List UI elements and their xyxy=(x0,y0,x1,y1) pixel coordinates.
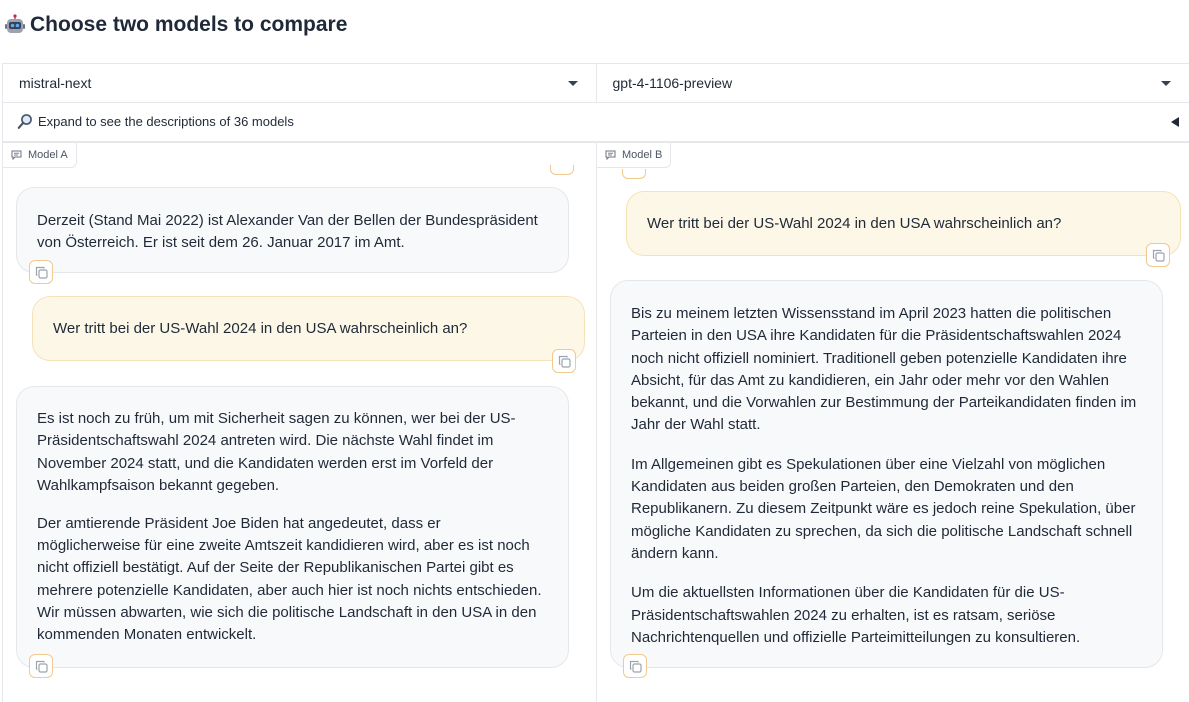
message-text: Der amtierende Präsident Joe Biden hat angedeutet, dass er möglicherweise für eine zweite Amtszeit kandidieren wird, aber es ist noch nicht offiziell bestätigt. Auf der Seite der Republikanischen Partei gibt es mehrere potenzielle Kandidaten, aber auch hier ist noch nichts entschieden. Wir müssen abwarten, wie sich die politische Landschaft in den USA in den kommenden Monaten entwickelt. xyxy=(37,513,548,647)
model-selectors xyxy=(2,63,1189,103)
copy-button[interactable] xyxy=(623,654,647,678)
page-title-text: Choose two models to compare xyxy=(30,13,347,37)
collapse-arrow-icon xyxy=(1171,117,1179,127)
message-bot xyxy=(610,280,1163,668)
copy-icon xyxy=(35,660,48,673)
message-text: Im Allgemeinen gibt es Spekulationen über eine Vielzahl von möglichen Kandidaten aus beiden großen Parteien, den Demokraten und den Republikanern. Zu diesem Zeitpunkt wäre es jedoch reine Spekulation, über mögliche Kandidaten zu sprechen, da sich die politische Landschaft schnell ändern kann. xyxy=(631,454,1142,565)
chat-icon xyxy=(11,150,22,160)
panel-label-model-a xyxy=(3,143,77,168)
model-a-selected: mistral-next xyxy=(19,75,91,91)
copy-button[interactable] xyxy=(29,654,53,678)
page-title xyxy=(4,10,347,40)
robot-icon xyxy=(4,14,26,36)
model-descriptions-accordion[interactable] xyxy=(2,102,1189,142)
chevron-down-icon xyxy=(1161,81,1171,86)
chevron-down-icon xyxy=(568,81,578,86)
message-user xyxy=(626,191,1181,256)
panel-label-text: Model A xyxy=(28,149,68,161)
message-bot xyxy=(16,187,569,273)
message-text: Es ist noch zu früh, um mit Sicherheit sagen zu können, wer bei der US-Präsidentschaftswahl 2024 antreten wird. Die nächste Wahl findet im November 2024 statt, und die Kandidaten werden erst im Vorfeld der Wahlkampfsaison bekannt gegeben. xyxy=(37,408,548,497)
copy-button[interactable] xyxy=(29,260,53,284)
copy-icon xyxy=(629,660,642,673)
chat-panel-model-a[interactable] xyxy=(2,142,597,702)
message-text: Bis zu meinem letzten Wissensstand im April 2023 hatten die politischen Parteien in den USA ihre Kandidaten für die Präsidentschaftswahlen 2024 noch nicht offiziell nominiert. Traditionell geben potenzielle Kandidaten ihre Absicht, für das Amt zu kandidieren, ein Jahr oder mehr vor den Wahlen bekannt, und die Vorwahlen zur Bestimmung der Parteikandidaten finden im Jahr der Wahl statt. xyxy=(631,303,1142,437)
message-user xyxy=(32,296,585,361)
model-a-dropdown[interactable] xyxy=(3,64,596,102)
message-text: Derzeit (Stand Mai 2022) ist Alexander Van der Bellen der Bundespräsident von Österreich. Er ist seit dem 26. Januar 2017 im Amt. xyxy=(37,210,548,255)
copy-button[interactable] xyxy=(552,349,576,373)
model-b-dropdown[interactable] xyxy=(596,64,1189,102)
chat-icon xyxy=(605,150,616,160)
magnifier-icon xyxy=(17,113,34,130)
copy-button-partial[interactable] xyxy=(550,165,574,175)
copy-icon xyxy=(1152,249,1165,262)
message-text: Um die aktuellsten Informationen über die Kandidaten für die US-Präsidentschaftswahlen 2024 zu erhalten, ist es ratsam, seriöse Nachrichtenquellen und offizielle Parteimitteilungen zu konsultieren. xyxy=(631,582,1142,649)
copy-icon xyxy=(35,266,48,279)
panel-label-model-b xyxy=(597,143,671,168)
copy-button[interactable] xyxy=(1146,243,1170,267)
copy-button-partial[interactable] xyxy=(622,169,646,179)
message-text: Wer tritt bei der US-Wahl 2024 in den USA wahrscheinlich an? xyxy=(53,318,564,340)
model-b-selected: gpt-4-1106-preview xyxy=(613,75,733,91)
message-text: Wer tritt bei der US-Wahl 2024 in den USA wahrscheinlich an? xyxy=(647,213,1160,235)
accordion-label: Expand to see the descriptions of 36 models xyxy=(38,114,294,129)
message-bot xyxy=(16,386,569,668)
copy-icon xyxy=(558,355,571,368)
panel-label-text: Model B xyxy=(622,149,662,161)
chat-panel-model-b[interactable] xyxy=(596,142,1189,702)
